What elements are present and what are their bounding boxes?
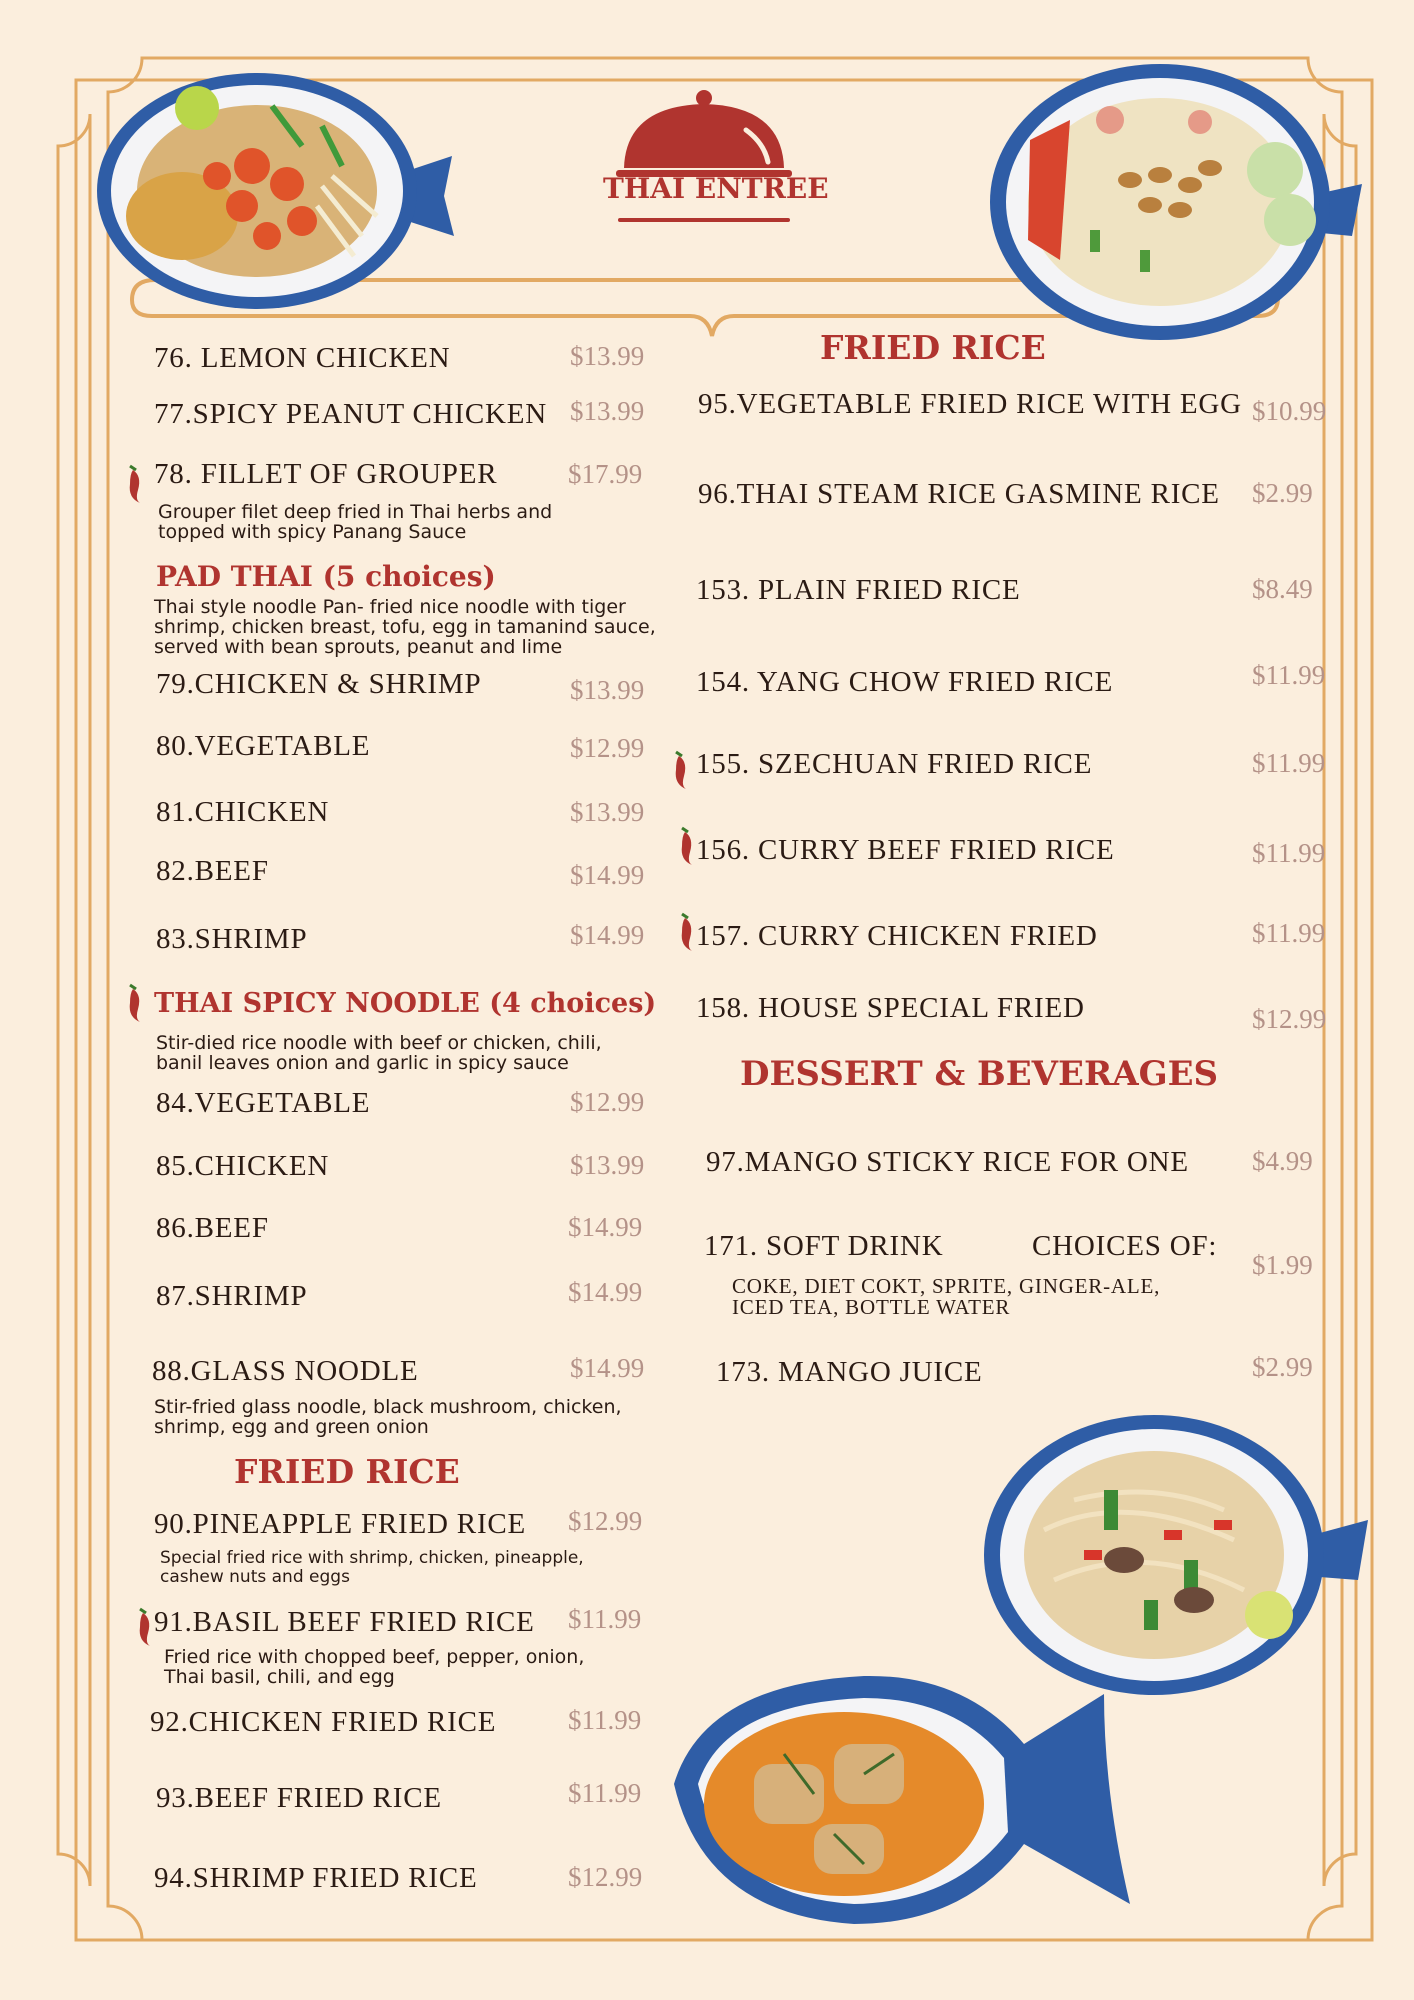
menu-item-description: Special fried rice with shrimp, chicken, pineapple, cashew nuts and eggs — [160, 1548, 584, 1587]
menu-item-name: 86.BEEF — [156, 1212, 269, 1244]
menu-item-name: 173. MANGO JUICE — [716, 1356, 983, 1388]
menu-item-price: $4.99 — [1252, 1146, 1313, 1176]
menu-item-name: 79.CHICKEN & SHRIMP — [156, 668, 482, 700]
menu-item-name: 91.BASIL BEEF FRIED RICE — [154, 1606, 535, 1638]
menu-item-price: $12.99 — [570, 733, 645, 763]
pad-thai-description: Thai style noodle Pan- fried nice noodle with tiger shrimp, chicken breast, tofu, egg in tamanind sauce, served with bean sprouts, peanut and lime — [154, 596, 656, 658]
menu-item-name: 88.GLASS NOODLE — [152, 1355, 419, 1387]
menu-item-name: 90.PINEAPPLE FRIED RICE — [154, 1508, 527, 1540]
menu-item-name: 78. FILLET OF GROUPER — [154, 458, 498, 490]
menu-item-price: $12.99 — [1252, 1004, 1327, 1034]
menu-item-price: $11.99 — [1252, 660, 1326, 690]
menu-item-description: COKE, DIET COKT, SPRITE, GINGER-ALE, ICED TEA, BOTTLE WATER — [732, 1274, 1161, 1319]
menu-item-price: $11.99 — [568, 1604, 642, 1634]
menu-item-price: $11.99 — [1252, 748, 1326, 778]
panang-curry-fish-plate-image — [664, 1654, 1164, 1944]
chili-icon — [670, 750, 692, 790]
menu-item-name: 155. SZECHUAN FRIED RICE — [696, 748, 1093, 780]
menu-item-name: 94.SHRIMP FRIED RICE — [154, 1862, 478, 1894]
menu-item-name: 153. PLAIN FRIED RICE — [696, 574, 1021, 606]
menu-item-name: 92.CHICKEN FRIED RICE — [150, 1706, 497, 1738]
menu-item-name: 158. HOUSE SPECIAL FRIED — [696, 992, 1085, 1024]
chili-icon — [676, 912, 698, 952]
menu-item-price: $14.99 — [568, 1212, 643, 1242]
menu-item-price: $11.99 — [1252, 838, 1326, 868]
menu-item-price: $14.99 — [570, 860, 645, 890]
menu-item-name: 76. LEMON CHICKEN — [154, 342, 451, 374]
menu-item-price: $14.99 — [570, 920, 645, 950]
pad-thai-shrimp-plate-image — [92, 66, 464, 316]
pad-thai-title: PAD THAI (5 choices) — [156, 560, 496, 593]
menu-item-name: 83.SHRIMP — [156, 923, 308, 955]
header-title: THAI ENTREE — [603, 172, 829, 205]
menu-item-description: Grouper filet deep fried in Thai herbs and topped with spicy Panang Sauce — [158, 501, 553, 543]
menu-item-price: $14.99 — [568, 1277, 643, 1307]
menu-item-name: 84.VEGETABLE — [156, 1087, 371, 1119]
menu-item-name: 157. CURRY CHICKEN FRIED — [696, 920, 1098, 952]
menu-item-price: $1.99 — [1252, 1250, 1313, 1280]
menu-item-name: 82.BEEF — [156, 855, 269, 887]
menu-item-price: $13.99 — [570, 1150, 645, 1180]
menu-item-name: 87.SHRIMP — [156, 1280, 308, 1312]
menu-item-price: $2.99 — [1252, 478, 1313, 508]
menu-item-price: $11.99 — [1252, 918, 1326, 948]
thai-spicy-noodle-description: Stir-died rice noodle with beef or chicken, chili, banil leaves onion and garlic in spicy sauce — [156, 1032, 602, 1074]
menu-item-price: $8.49 — [1252, 574, 1313, 604]
menu-item-name: 77.SPICY PEANUT CHICKEN — [154, 398, 548, 430]
dessert-beverages-title: DESSERT & BEVERAGES — [740, 1054, 1219, 1094]
chili-icon — [124, 464, 146, 504]
menu-item-price: $10.99 — [1252, 396, 1327, 426]
menu-item-price: $13.99 — [570, 396, 645, 426]
menu-item-description: Stir-fried glass noodle, black mushroom, chicken, shrimp, egg and green onion — [154, 1396, 622, 1438]
menu-item-price: $17.99 — [568, 459, 643, 489]
choices-label: CHOICES OF: — [1032, 1230, 1218, 1262]
menu-item-name: 154. YANG CHOW FRIED RICE — [696, 666, 1114, 698]
menu-item-name: 80.VEGETABLE — [156, 730, 371, 762]
menu-item-price: $14.99 — [570, 1353, 645, 1383]
menu-item-name: 93.BEEF FRIED RICE — [156, 1782, 442, 1814]
chili-icon — [134, 1607, 156, 1647]
menu-item-name: 95.VEGETABLE FRIED RICE WITH EGG — [698, 388, 1242, 420]
fried-rice-right-title: FRIED RICE — [820, 328, 1046, 367]
menu-item-price: $12.99 — [568, 1862, 643, 1892]
chili-icon — [124, 983, 146, 1023]
menu-item-name: 97.MANGO STICKY RICE FOR ONE — [706, 1146, 1189, 1178]
menu-item-name: 85.CHICKEN — [156, 1150, 330, 1182]
menu-item-name: 171. SOFT DRINK — [704, 1230, 944, 1262]
fried-rice-left-title: FRIED RICE — [234, 1452, 460, 1491]
menu-item-price: $12.99 — [570, 1087, 645, 1117]
menu-item-price: $13.99 — [570, 341, 645, 371]
pineapple-fried-rice-plate-image — [990, 60, 1370, 345]
menu-item-name: 81.CHICKEN — [156, 796, 330, 828]
menu-item-price: $11.99 — [568, 1705, 642, 1735]
menu-item-description: Fried rice with chopped beef, pepper, onion, Thai basil, chili, and egg — [164, 1646, 585, 1688]
menu-item-name: 96.THAI STEAM RICE GASMINE RICE — [698, 478, 1220, 510]
thai-spicy-noodle-title: THAI SPICY NOODLE (4 choices) — [154, 988, 657, 1019]
chili-icon — [676, 826, 698, 866]
menu-item-name: 156. CURRY BEEF FRIED RICE — [696, 834, 1115, 866]
menu-item-price: $12.99 — [568, 1506, 643, 1536]
menu-item-price: $11.99 — [568, 1778, 642, 1808]
menu-item-price: $2.99 — [1252, 1352, 1313, 1382]
menu-item-price: $13.99 — [570, 797, 645, 827]
menu-item-price: $13.99 — [570, 675, 645, 705]
